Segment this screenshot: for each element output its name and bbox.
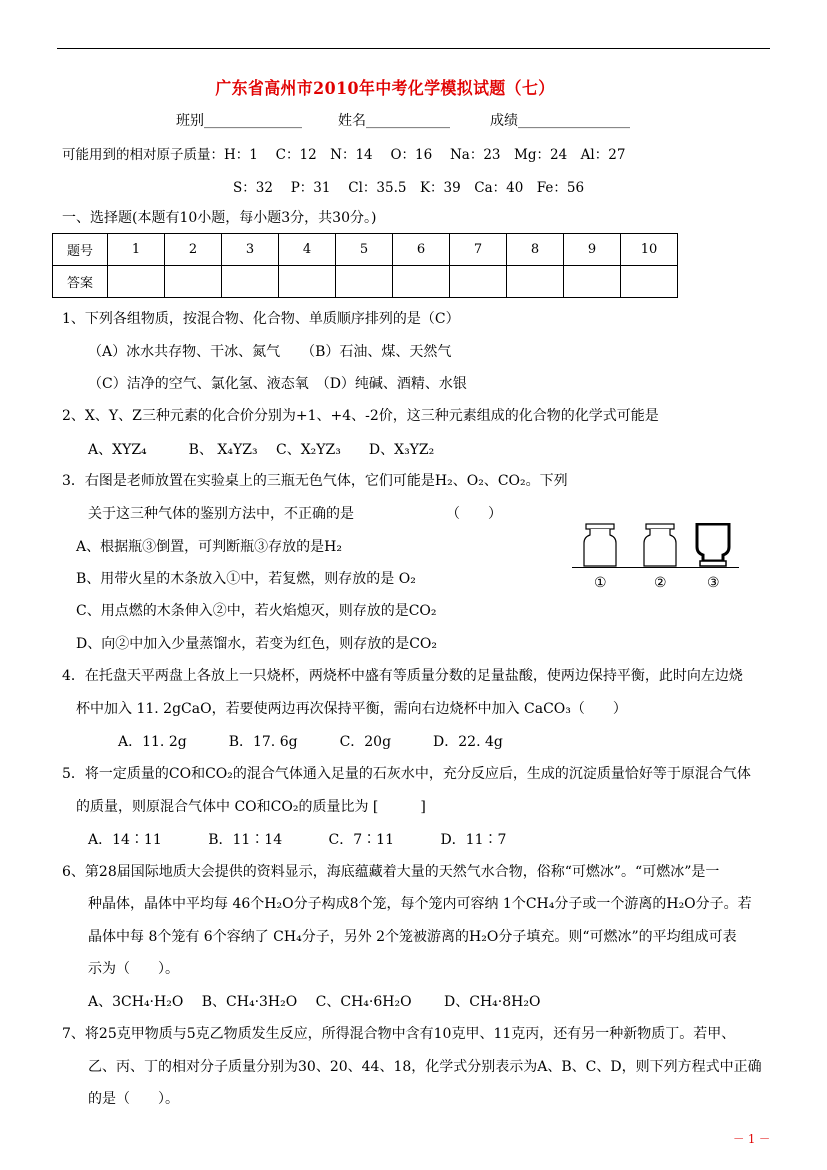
q5-stem-2: 的质量，则原混合气体中 CO和CO₂的质量比为 [ ] <box>76 799 426 815</box>
q3-answer-bracket: （ ） <box>446 506 502 522</box>
answer-cell[interactable] <box>621 266 678 298</box>
q3-stem-1: 3．右图是老师放置在实验桌上的三瓶无色气体，它们可能是H₂、O₂、CO₂。下列 <box>62 473 568 489</box>
q1-options-ab: （A）冰水共存物、干冰、氮气 （B）石油、煤、天然气 <box>88 344 452 360</box>
q3-option-a: A、根据瓶③倒置，可判断瓶③存放的是H₂ <box>76 539 342 555</box>
table-cell-number: 8 <box>507 234 564 266</box>
q4-stem-2: 杯中加入 11. 2gCaO，若要使两边再次保持平衡，需向右边烧杯中加入 CaCO₃（ ） <box>76 701 627 717</box>
answer-cell[interactable] <box>450 266 507 298</box>
answer-table-answer-row <box>53 266 678 298</box>
q2-stem: 2、X、Y、Z三种元素的化合价分别为+1、+4、-2价，这三种元素组成的化合物的化学式可能是 <box>62 408 659 424</box>
q4-options: A．11. 2g B．17. 6g C．20g D．22. 4g <box>118 734 503 750</box>
score-field: 成绩________________ <box>490 113 630 129</box>
answer-cell[interactable] <box>279 266 336 298</box>
atomic-mass-line-1: 可能用到的相对原子质量：H：1 C：12 N：14 O：16 Na：23 Mg：24 Al：27 <box>62 147 626 163</box>
answer-cell[interactable] <box>108 266 165 298</box>
table-cell-number: 9 <box>564 234 621 266</box>
answer-cell[interactable] <box>222 266 279 298</box>
gas-bottle-1 <box>582 523 618 567</box>
q2-options: A、XYZ₄ B、 X₄YZ₃ C、X₂YZ₃ D、X₃YZ₂ <box>88 442 435 458</box>
bottle-label-2: ② <box>654 575 667 591</box>
page-number: － 1 － <box>732 1132 770 1146</box>
section-heading: 一、选择题(本题有10小题，每小题3分，共30分。) <box>62 210 377 226</box>
q6-stem-3: 晶体中每 8个笼有 6个容纳了 CH₄分子，另外 2个笼被游离的H₂O分子填充。则“可燃冰”的平均组成可表 <box>88 929 737 945</box>
page-title: 广东省高州市2010年中考化学模拟试题（七） <box>215 79 555 99</box>
header-rule <box>57 48 770 49</box>
q3-stem-2: 关于这三种气体的鉴别方法中，不正确的是 <box>88 506 354 522</box>
q4-stem-1: 4．在托盘天平两盘上各放上一只烧杯，两烧杯中盛有等质量分数的足量盐酸，使两边保持平衡，此时向左边烧 <box>62 668 743 684</box>
q6-stem-2: 种晶体，晶体中平均每 46个H₂O分子构成8个笼，每个笼内可容纳 1个CH₄分子或一个游离的H₂O分子。若 <box>88 896 752 912</box>
bottle-label-3: ③ <box>707 575 720 591</box>
q3-option-c: C、用点燃的木条伸入②中，若火焰熄灭，则存放的是CO₂ <box>76 603 437 619</box>
gas-bottle-2 <box>642 523 678 567</box>
table-cell-label: 答案 <box>53 266 108 298</box>
q6-stem-1: 6、第28届国际地质大会提供的资料显示，海底蕴藏着大量的天然气水合物，俗称“可燃冰”。“可燃冰”是一 <box>62 864 720 880</box>
name-field: 姓名____________ <box>338 113 450 129</box>
class-field: 班别______________ <box>176 113 302 129</box>
q7-stem-1: 7、将25克甲物质与5克乙物质发生反应，所得混合物中含有10克甲、11克丙，还有另一种新物质丁。若甲、 <box>62 1026 736 1042</box>
answer-cell[interactable] <box>336 266 393 298</box>
q1-stem: 1、下列各组物质，按混合物、化合物、单质顺序排列的是（C） <box>62 311 460 327</box>
table-cell-number: 3 <box>222 234 279 266</box>
table-cell-number: 5 <box>336 234 393 266</box>
q1-options-cd: （C）洁净的空气、氯化氢、液态氧 （D）纯碱、酒精、水银 <box>88 376 467 392</box>
answer-cell[interactable] <box>564 266 621 298</box>
table-cell-number: 6 <box>393 234 450 266</box>
table-cell-label: 题号 <box>53 234 108 266</box>
answer-table <box>52 233 678 298</box>
table-cell-number: 7 <box>450 234 507 266</box>
q3-option-d: D、向②中加入少量蒸馏水，若变为红色，则存放的是CO₂ <box>76 636 438 652</box>
q3-option-b: B、用带火星的木条放入①中，若复燃，则存放的是 O₂ <box>76 571 416 587</box>
table-surface-line <box>572 567 739 568</box>
answer-cell[interactable] <box>165 266 222 298</box>
table-cell-number: 1 <box>108 234 165 266</box>
q6-stem-4: 示为（ ）。 <box>88 961 179 977</box>
atomic-mass-line-2: S：32 P：31 Cl：35.5 K：39 Ca：40 Fe：56 <box>233 180 585 196</box>
q5-stem-1: 5．将一定质量的CO和CO₂的混合气体通入足量的石灰水中，充分反应后，生成的沉淀质量恰好等于原混合气体 <box>62 766 751 782</box>
bottle-label-1: ① <box>594 575 607 591</box>
gas-bottle-3-inverted <box>695 523 731 567</box>
q7-stem-3: 的是（ ）。 <box>88 1091 179 1107</box>
answer-table-header-row <box>53 234 678 266</box>
q7-stem-2: 乙、丙、丁的相对分子质量分别为30、20、44、18，化学式分别表示为A、B、C、D，则下列方程式中正确 <box>88 1059 762 1075</box>
table-cell-number: 10 <box>621 234 678 266</box>
answer-cell[interactable] <box>393 266 450 298</box>
table-cell-number: 4 <box>279 234 336 266</box>
q5-options: A．14∶11 B．11∶14 C．7∶11 D．11∶7 <box>88 832 507 848</box>
answer-cell[interactable] <box>507 266 564 298</box>
q6-options: A、3CH₄·H₂O B、CH₄·3H₂O C、CH₄·6H₂O D、CH₄·8H₂O <box>88 994 541 1010</box>
table-cell-number: 2 <box>165 234 222 266</box>
